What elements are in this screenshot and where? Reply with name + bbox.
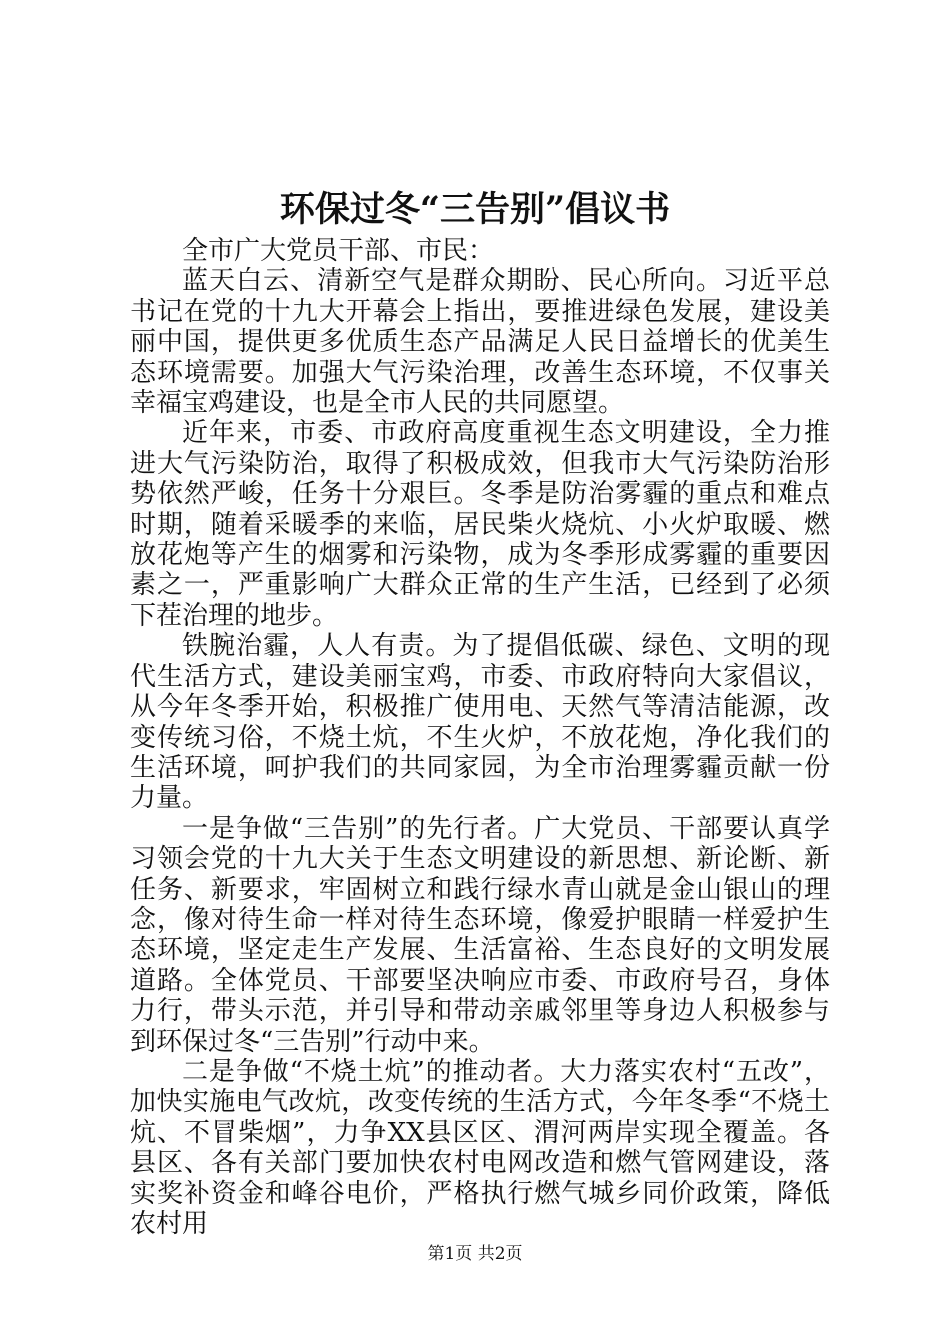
- page-footer: [0, 1242, 950, 1266]
- paragraph-2: 近年来，市委、市政府高度重视生态文明建设，全力推进大气污染防治，取得了积极成效，但我市大气污染防治形势依然严峻，任务十分艰巨。冬季是防治雾霾的重点和难点时期，随着采暖季的来临，居民柴火烧炕、小火炉取暖、燃放花炮等产生的烟雾和污染物，成为冬季形成雾霾的重要因素之一，严重影响广大群众正常的生产生活，已经到了必须下茬治理的地步。: [130, 418, 830, 631]
- paragraph-5: 二是争做“不烧土炕”的推动者。大力落实农村“五改”，加快实施电气改炕，改变传统的生活方式，今年冬季“不烧土炕、不冒柴烟”，力争XX县区区、渭河两岸实现全覆盖。各县区、各有关部门要加快农村电网改造和燃气管网建设，落实奖补资金和峰谷电价，严格执行燃气城乡同价政策，降低农村用: [130, 1056, 830, 1239]
- salutation: 全市广大党员干部、市民：: [182, 236, 495, 266]
- paragraph-1: 蓝天白云、清新空气是群众期盼、民心所向。习近平总书记在党的十九大开幕会上指出，要推进绿色发展，建设美丽中国，提供更多优质生态产品满足人民日益增长的优美生态环境需要。加强大气污染治理，改善生态环境，不仅事关幸福宝鸡建设，也是全市人民的共同愿望。: [130, 266, 830, 419]
- paragraph-4: 一是争做“三告别”的先行者。广大党员、干部要认真学习领会党的十九大关于生态文明建设的新思想、新论断、新任务、新要求，牢固树立和践行绿水青山就是金山银山的理念，像对待生命一样对待生态环境，像爱护眼睛一样爱护生态环境，坚定走生产发展、生活富裕、生态良好的文明发展道路。全体党员、干部要坚决响应市委、市政府号召，身体力行，带头示范，并引导和带动亲戚邻里等身边人积极参与到环保过冬“三告别”行动中来。: [130, 813, 830, 1057]
- paragraph-3: 铁腕治霾，人人有责。为了提倡低碳、绿色、文明的现代生活方式，建设美丽宝鸡，市委、市政府特向大家倡议，从今年冬季开始，积极推广使用电、天然气等清洁能源，改变传统习俗，不烧土炕，不生火炉，不放花炮，净化我们的生活环境，呵护我们的共同家园，为全市治理雾霾贡献一份力量。: [130, 631, 830, 814]
- page-number: 第1页 共2页: [427, 1244, 523, 1264]
- document-body: [130, 236, 830, 1239]
- document-title: 环保过冬“三告别”倡议书: [279, 189, 671, 230]
